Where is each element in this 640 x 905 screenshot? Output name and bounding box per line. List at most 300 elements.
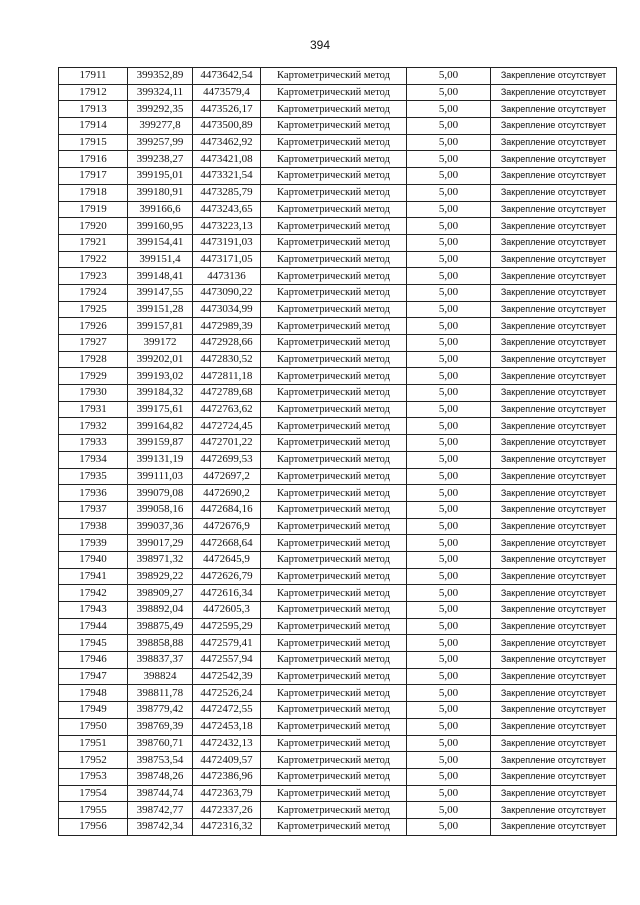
y-coordinate-cell: 4473321,54	[193, 168, 261, 185]
point-number-cell: 17951	[59, 735, 128, 752]
point-number-cell: 17925	[59, 301, 128, 318]
method-cell: Картометрический метод	[261, 318, 407, 335]
accuracy-cell: 5,00	[407, 151, 491, 168]
y-coordinate-cell: 4472386,96	[193, 768, 261, 785]
fixation-cell: Закрепление отсутствует	[491, 602, 617, 619]
table-row	[59, 468, 617, 485]
x-coordinate-cell: 398760,71	[128, 735, 193, 752]
point-number-cell: 17945	[59, 635, 128, 652]
x-coordinate-cell: 398858,88	[128, 635, 193, 652]
y-coordinate-cell: 4472626,79	[193, 568, 261, 585]
fixation-cell: Закрепление отсутствует	[491, 368, 617, 385]
fixation-cell: Закрепление отсутствует	[491, 668, 617, 685]
fixation-cell: Закрепление отсутствует	[491, 702, 617, 719]
y-coordinate-cell: 4473243,65	[193, 201, 261, 218]
accuracy-cell: 5,00	[407, 318, 491, 335]
method-cell: Картометрический метод	[261, 551, 407, 568]
fixation-cell: Закрепление отсутствует	[491, 234, 617, 251]
point-number-cell: 17941	[59, 568, 128, 585]
x-coordinate-cell: 399324,11	[128, 84, 193, 101]
table-row	[59, 84, 617, 101]
method-cell: Картометрический метод	[261, 68, 407, 85]
table-row	[59, 251, 617, 268]
accuracy-cell: 5,00	[407, 101, 491, 118]
method-cell: Картометрический метод	[261, 518, 407, 535]
fixation-cell: Закрепление отсутствует	[491, 568, 617, 585]
method-cell: Картометрический метод	[261, 702, 407, 719]
method-cell: Картометрический метод	[261, 618, 407, 635]
fixation-cell: Закрепление отсутствует	[491, 301, 617, 318]
point-number-cell: 17934	[59, 451, 128, 468]
method-cell: Картометрический метод	[261, 84, 407, 101]
accuracy-cell: 5,00	[407, 268, 491, 285]
fixation-cell: Закрепление отсутствует	[491, 752, 617, 769]
fixation-cell: Закрепление отсутствует	[491, 768, 617, 785]
x-coordinate-cell: 398892,04	[128, 602, 193, 619]
table-row	[59, 284, 617, 301]
coordinates-table-body	[59, 68, 617, 836]
fixation-cell: Закрепление отсутствует	[491, 735, 617, 752]
method-cell: Картометрический метод	[261, 268, 407, 285]
y-coordinate-cell: 4473034,99	[193, 301, 261, 318]
fixation-cell: Закрепление отсутствует	[491, 785, 617, 802]
y-coordinate-cell: 4472557,94	[193, 652, 261, 669]
x-coordinate-cell: 399238,27	[128, 151, 193, 168]
point-number-cell: 17913	[59, 101, 128, 118]
y-coordinate-cell: 4472645,9	[193, 551, 261, 568]
table-row	[59, 618, 617, 635]
x-coordinate-cell: 398742,34	[128, 818, 193, 835]
fixation-cell: Закрепление отсутствует	[491, 385, 617, 402]
table-row	[59, 401, 617, 418]
point-number-cell: 17924	[59, 284, 128, 301]
accuracy-cell: 5,00	[407, 118, 491, 135]
method-cell: Картометрический метод	[261, 818, 407, 835]
method-cell: Картометрический метод	[261, 585, 407, 602]
accuracy-cell: 5,00	[407, 418, 491, 435]
table-row	[59, 735, 617, 752]
table-row	[59, 518, 617, 535]
x-coordinate-cell: 398742,77	[128, 802, 193, 819]
x-coordinate-cell: 399352,89	[128, 68, 193, 85]
point-number-cell: 17933	[59, 435, 128, 452]
x-coordinate-cell: 399017,29	[128, 535, 193, 552]
fixation-cell: Закрепление отсутствует	[491, 618, 617, 635]
y-coordinate-cell: 4473136	[193, 268, 261, 285]
fixation-cell: Закрепление отсутствует	[491, 468, 617, 485]
table-row	[59, 585, 617, 602]
accuracy-cell: 5,00	[407, 702, 491, 719]
point-number-cell: 17926	[59, 318, 128, 335]
point-number-cell: 17928	[59, 351, 128, 368]
accuracy-cell: 5,00	[407, 802, 491, 819]
y-coordinate-cell: 4472579,41	[193, 635, 261, 652]
accuracy-cell: 5,00	[407, 735, 491, 752]
x-coordinate-cell: 398769,39	[128, 718, 193, 735]
fixation-cell: Закрепление отсутствует	[491, 318, 617, 335]
y-coordinate-cell: 4472453,18	[193, 718, 261, 735]
y-coordinate-cell: 4472595,29	[193, 618, 261, 635]
point-number-cell: 17937	[59, 501, 128, 518]
accuracy-cell: 5,00	[407, 501, 491, 518]
x-coordinate-cell: 399193,02	[128, 368, 193, 385]
y-coordinate-cell: 4472316,32	[193, 818, 261, 835]
method-cell: Картометрический метод	[261, 668, 407, 685]
point-number-cell: 17940	[59, 551, 128, 568]
x-coordinate-cell: 399037,36	[128, 518, 193, 535]
point-number-cell: 17949	[59, 702, 128, 719]
table-row	[59, 68, 617, 85]
x-coordinate-cell: 399147,55	[128, 284, 193, 301]
accuracy-cell: 5,00	[407, 568, 491, 585]
method-cell: Картометрический метод	[261, 401, 407, 418]
point-number-cell: 17911	[59, 68, 128, 85]
fixation-cell: Закрепление отсутствует	[491, 335, 617, 352]
accuracy-cell: 5,00	[407, 251, 491, 268]
y-coordinate-cell: 4472676,9	[193, 518, 261, 535]
point-number-cell: 17954	[59, 785, 128, 802]
x-coordinate-cell: 398748,26	[128, 768, 193, 785]
fixation-cell: Закрепление отсутствует	[491, 451, 617, 468]
point-number-cell: 17943	[59, 602, 128, 619]
method-cell: Картометрический метод	[261, 301, 407, 318]
method-cell: Картометрический метод	[261, 735, 407, 752]
fixation-cell: Закрепление отсутствует	[491, 134, 617, 151]
y-coordinate-cell: 4472789,68	[193, 385, 261, 402]
accuracy-cell: 5,00	[407, 752, 491, 769]
table-row	[59, 268, 617, 285]
table-row	[59, 301, 617, 318]
x-coordinate-cell: 399202,01	[128, 351, 193, 368]
accuracy-cell: 5,00	[407, 184, 491, 201]
x-coordinate-cell: 399257,99	[128, 134, 193, 151]
fixation-cell: Закрепление отсутствует	[491, 68, 617, 85]
y-coordinate-cell: 4472701,22	[193, 435, 261, 452]
table-row	[59, 802, 617, 819]
accuracy-cell: 5,00	[407, 451, 491, 468]
x-coordinate-cell: 399148,41	[128, 268, 193, 285]
fixation-cell: Закрепление отсутствует	[491, 802, 617, 819]
table-row	[59, 568, 617, 585]
fixation-cell: Закрепление отсутствует	[491, 685, 617, 702]
x-coordinate-cell: 398744,74	[128, 785, 193, 802]
table-row	[59, 134, 617, 151]
table-row	[59, 101, 617, 118]
y-coordinate-cell: 4472363,79	[193, 785, 261, 802]
fixation-cell: Закрепление отсутствует	[491, 818, 617, 835]
accuracy-cell: 5,00	[407, 602, 491, 619]
accuracy-cell: 5,00	[407, 652, 491, 669]
y-coordinate-cell: 4472830,52	[193, 351, 261, 368]
y-coordinate-cell: 4473421,08	[193, 151, 261, 168]
point-number-cell: 17953	[59, 768, 128, 785]
method-cell: Картометрический метод	[261, 501, 407, 518]
x-coordinate-cell: 399079,08	[128, 485, 193, 502]
x-coordinate-cell: 399292,35	[128, 101, 193, 118]
y-coordinate-cell: 4472763,62	[193, 401, 261, 418]
y-coordinate-cell: 4472684,16	[193, 501, 261, 518]
method-cell: Картометрический метод	[261, 485, 407, 502]
y-coordinate-cell: 4472699,53	[193, 451, 261, 468]
fixation-cell: Закрепление отсутствует	[491, 268, 617, 285]
table-row	[59, 551, 617, 568]
y-coordinate-cell: 4472616,34	[193, 585, 261, 602]
fixation-cell: Закрепление отсутствует	[491, 201, 617, 218]
y-coordinate-cell: 4473579,4	[193, 84, 261, 101]
method-cell: Картометрический метод	[261, 351, 407, 368]
point-number-cell: 17935	[59, 468, 128, 485]
accuracy-cell: 5,00	[407, 168, 491, 185]
point-number-cell: 17956	[59, 818, 128, 835]
point-number-cell: 17917	[59, 168, 128, 185]
method-cell: Картометрический метод	[261, 802, 407, 819]
fixation-cell: Закрепление отсутствует	[491, 184, 617, 201]
method-cell: Картометрический метод	[261, 101, 407, 118]
point-number-cell: 17916	[59, 151, 128, 168]
table-row	[59, 635, 617, 652]
table-row	[59, 702, 617, 719]
table-row	[59, 485, 617, 502]
point-number-cell: 17914	[59, 118, 128, 135]
x-coordinate-cell: 399111,03	[128, 468, 193, 485]
accuracy-cell: 5,00	[407, 768, 491, 785]
x-coordinate-cell: 398753,54	[128, 752, 193, 769]
x-coordinate-cell: 398811,78	[128, 685, 193, 702]
y-coordinate-cell: 4473090,22	[193, 284, 261, 301]
table-row	[59, 234, 617, 251]
point-number-cell: 17915	[59, 134, 128, 151]
method-cell: Картометрический метод	[261, 151, 407, 168]
fixation-cell: Закрепление отсутствует	[491, 435, 617, 452]
accuracy-cell: 5,00	[407, 535, 491, 552]
accuracy-cell: 5,00	[407, 84, 491, 101]
table-row	[59, 652, 617, 669]
table-row	[59, 785, 617, 802]
x-coordinate-cell: 399058,16	[128, 501, 193, 518]
x-coordinate-cell: 399160,95	[128, 218, 193, 235]
fixation-cell: Закрепление отсутствует	[491, 401, 617, 418]
x-coordinate-cell: 398971,32	[128, 551, 193, 568]
fixation-cell: Закрепление отсутствует	[491, 418, 617, 435]
x-coordinate-cell: 399154,41	[128, 234, 193, 251]
x-coordinate-cell: 399166,6	[128, 201, 193, 218]
table-row	[59, 535, 617, 552]
y-coordinate-cell: 4473223,13	[193, 218, 261, 235]
y-coordinate-cell: 4472337,26	[193, 802, 261, 819]
fixation-cell: Закрепление отсутствует	[491, 101, 617, 118]
point-number-cell: 17918	[59, 184, 128, 201]
point-number-cell: 17920	[59, 218, 128, 235]
method-cell: Картометрический метод	[261, 168, 407, 185]
y-coordinate-cell: 4472472,55	[193, 702, 261, 719]
method-cell: Картометрический метод	[261, 768, 407, 785]
point-number-cell: 17932	[59, 418, 128, 435]
fixation-cell: Закрепление отсутствует	[491, 118, 617, 135]
method-cell: Картометрический метод	[261, 685, 407, 702]
fixation-cell: Закрепление отсутствует	[491, 168, 617, 185]
accuracy-cell: 5,00	[407, 518, 491, 535]
fixation-cell: Закрепление отсутствует	[491, 635, 617, 652]
method-cell: Картометрический метод	[261, 602, 407, 619]
method-cell: Картометрический метод	[261, 451, 407, 468]
method-cell: Картометрический метод	[261, 284, 407, 301]
accuracy-cell: 5,00	[407, 585, 491, 602]
method-cell: Картометрический метод	[261, 718, 407, 735]
method-cell: Картометрический метод	[261, 652, 407, 669]
fixation-cell: Закрепление отсутствует	[491, 718, 617, 735]
point-number-cell: 17955	[59, 802, 128, 819]
x-coordinate-cell: 398909,27	[128, 585, 193, 602]
table-row	[59, 818, 617, 835]
point-number-cell: 17936	[59, 485, 128, 502]
point-number-cell: 17922	[59, 251, 128, 268]
accuracy-cell: 5,00	[407, 301, 491, 318]
y-coordinate-cell: 4472724,45	[193, 418, 261, 435]
method-cell: Картометрический метод	[261, 368, 407, 385]
y-coordinate-cell: 4472811,18	[193, 368, 261, 385]
method-cell: Картометрический метод	[261, 335, 407, 352]
table-row	[59, 602, 617, 619]
method-cell: Картометрический метод	[261, 385, 407, 402]
fixation-cell: Закрепление отсутствует	[491, 551, 617, 568]
y-coordinate-cell: 4472542,39	[193, 668, 261, 685]
coordinates-table	[58, 67, 617, 836]
y-coordinate-cell: 4472409,57	[193, 752, 261, 769]
y-coordinate-cell: 4473191,03	[193, 234, 261, 251]
accuracy-cell: 5,00	[407, 485, 491, 502]
point-number-cell: 17938	[59, 518, 128, 535]
x-coordinate-cell: 399172	[128, 335, 193, 352]
table-row	[59, 668, 617, 685]
accuracy-cell: 5,00	[407, 234, 491, 251]
method-cell: Картометрический метод	[261, 435, 407, 452]
table-row	[59, 335, 617, 352]
point-number-cell: 17929	[59, 368, 128, 385]
y-coordinate-cell: 4473642,54	[193, 68, 261, 85]
fixation-cell: Закрепление отсутствует	[491, 218, 617, 235]
method-cell: Картометрический метод	[261, 184, 407, 201]
fixation-cell: Закрепление отсутствует	[491, 251, 617, 268]
accuracy-cell: 5,00	[407, 335, 491, 352]
accuracy-cell: 5,00	[407, 551, 491, 568]
page-number: 394	[309, 38, 331, 52]
method-cell: Картометрический метод	[261, 568, 407, 585]
x-coordinate-cell: 399159,87	[128, 435, 193, 452]
accuracy-cell: 5,00	[407, 401, 491, 418]
table-row	[59, 501, 617, 518]
fixation-cell: Закрепление отсутствует	[491, 84, 617, 101]
table-row	[59, 451, 617, 468]
point-number-cell: 17919	[59, 201, 128, 218]
y-coordinate-cell: 4473462,92	[193, 134, 261, 151]
x-coordinate-cell: 399131,19	[128, 451, 193, 468]
table-row	[59, 351, 617, 368]
point-number-cell: 17930	[59, 385, 128, 402]
point-number-cell: 17942	[59, 585, 128, 602]
table-row	[59, 168, 617, 185]
accuracy-cell: 5,00	[407, 618, 491, 635]
x-coordinate-cell: 399157,81	[128, 318, 193, 335]
accuracy-cell: 5,00	[407, 818, 491, 835]
fixation-cell: Закрепление отсутствует	[491, 518, 617, 535]
method-cell: Картометрический метод	[261, 234, 407, 251]
accuracy-cell: 5,00	[407, 351, 491, 368]
point-number-cell: 17931	[59, 401, 128, 418]
table-row	[59, 318, 617, 335]
x-coordinate-cell: 398824	[128, 668, 193, 685]
table-row	[59, 184, 617, 201]
x-coordinate-cell: 398929,22	[128, 568, 193, 585]
table-row	[59, 151, 617, 168]
method-cell: Картометрический метод	[261, 635, 407, 652]
y-coordinate-cell: 4472432,13	[193, 735, 261, 752]
method-cell: Картометрический метод	[261, 535, 407, 552]
point-number-cell: 17939	[59, 535, 128, 552]
x-coordinate-cell: 399184,32	[128, 385, 193, 402]
table-row	[59, 752, 617, 769]
method-cell: Картометрический метод	[261, 418, 407, 435]
y-coordinate-cell: 4472697,2	[193, 468, 261, 485]
accuracy-cell: 5,00	[407, 718, 491, 735]
y-coordinate-cell: 4472989,39	[193, 318, 261, 335]
x-coordinate-cell: 398875,49	[128, 618, 193, 635]
point-number-cell: 17921	[59, 234, 128, 251]
table-row	[59, 435, 617, 452]
method-cell: Картометрический метод	[261, 251, 407, 268]
table-row	[59, 418, 617, 435]
accuracy-cell: 5,00	[407, 201, 491, 218]
x-coordinate-cell: 399164,82	[128, 418, 193, 435]
fixation-cell: Закрепление отсутствует	[491, 351, 617, 368]
point-number-cell: 17952	[59, 752, 128, 769]
x-coordinate-cell: 399195,01	[128, 168, 193, 185]
accuracy-cell: 5,00	[407, 368, 491, 385]
method-cell: Картометрический метод	[261, 752, 407, 769]
y-coordinate-cell: 4472668,64	[193, 535, 261, 552]
accuracy-cell: 5,00	[407, 284, 491, 301]
point-number-cell: 17947	[59, 668, 128, 685]
method-cell: Картометрический метод	[261, 785, 407, 802]
method-cell: Картометрический метод	[261, 118, 407, 135]
y-coordinate-cell: 4473526,17	[193, 101, 261, 118]
x-coordinate-cell: 398779,42	[128, 702, 193, 719]
y-coordinate-cell: 4473285,79	[193, 184, 261, 201]
table-row	[59, 218, 617, 235]
x-coordinate-cell: 399277,8	[128, 118, 193, 135]
point-number-cell: 17946	[59, 652, 128, 669]
fixation-cell: Закрепление отсутствует	[491, 585, 617, 602]
accuracy-cell: 5,00	[407, 785, 491, 802]
fixation-cell: Закрепление отсутствует	[491, 535, 617, 552]
method-cell: Картометрический метод	[261, 468, 407, 485]
y-coordinate-cell: 4472526,24	[193, 685, 261, 702]
accuracy-cell: 5,00	[407, 468, 491, 485]
point-number-cell: 17927	[59, 335, 128, 352]
table-row	[59, 385, 617, 402]
x-coordinate-cell: 399151,4	[128, 251, 193, 268]
accuracy-cell: 5,00	[407, 134, 491, 151]
accuracy-cell: 5,00	[407, 668, 491, 685]
point-number-cell: 17948	[59, 685, 128, 702]
accuracy-cell: 5,00	[407, 435, 491, 452]
fixation-cell: Закрепление отсутствует	[491, 284, 617, 301]
method-cell: Картометрический метод	[261, 218, 407, 235]
point-number-cell: 17912	[59, 84, 128, 101]
y-coordinate-cell: 4473500,89	[193, 118, 261, 135]
y-coordinate-cell: 4472605,3	[193, 602, 261, 619]
point-number-cell: 17950	[59, 718, 128, 735]
x-coordinate-cell: 399180,91	[128, 184, 193, 201]
